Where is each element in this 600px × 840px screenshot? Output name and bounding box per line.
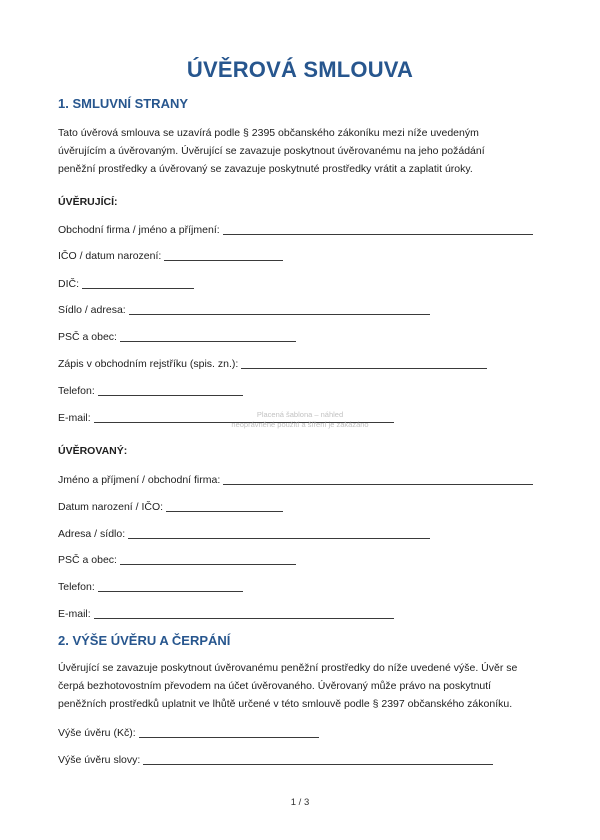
loan-amount-field bbox=[58, 726, 319, 740]
paragraph-line: úvěrujícím a úvěrovaným. Úvěrující se zavazuje poskytnout úvěrovanému na jeho požádání bbox=[58, 145, 485, 157]
paragraph-line: Tato úvěrová smlouva se uzavírá podle § 2395 občanského zákoníku mezi níže uvedeným bbox=[58, 127, 479, 139]
lender-heading: ÚVĚRUJÍCÍ: bbox=[58, 196, 118, 208]
fill-in-line bbox=[120, 341, 296, 342]
field-label: E-mail: bbox=[58, 608, 91, 620]
fill-in-line bbox=[128, 538, 430, 539]
lender-field-business-name bbox=[58, 223, 533, 237]
paragraph-line: peněžní prostředky a úvěrovaný se zavazuje poskytnuté prostředky vrátit a zaplatit úroky. bbox=[58, 163, 473, 175]
borrower-field-address bbox=[58, 527, 430, 541]
field-label: Adresa / sídlo: bbox=[58, 528, 126, 540]
page-number: 1 / 3 bbox=[290, 797, 310, 808]
field-label: Jméno a příjmení / obchodní firma: bbox=[58, 474, 221, 486]
lender-field-registry bbox=[58, 357, 487, 371]
section-1-heading: 1. SMLUVNÍ STRANY bbox=[58, 96, 189, 111]
borrower-field-name bbox=[58, 473, 533, 487]
fill-in-line bbox=[241, 368, 487, 369]
watermark-line: neoprávněné použití a šíření je zakázáno bbox=[231, 420, 369, 429]
field-label: Sídlo / adresa: bbox=[58, 304, 126, 316]
lender-field-postcode bbox=[58, 330, 296, 344]
borrower-heading: ÚVĚROVANÝ: bbox=[58, 445, 128, 457]
borrower-field-postcode bbox=[58, 553, 296, 567]
fill-in-line bbox=[94, 618, 394, 619]
field-label: Výše úvěru (Kč): bbox=[58, 727, 136, 739]
lender-field-ico bbox=[58, 249, 283, 263]
document-title: ÚVĚROVÁ SMLOUVA bbox=[186, 57, 414, 82]
fill-in-line bbox=[98, 395, 243, 396]
paragraph-line: čerpá bezhotovostním převodem na účet úvěrovaného. Úvěrovaný může právo na poskytnutí bbox=[58, 680, 492, 692]
fill-in-line bbox=[223, 234, 533, 235]
fill-in-line bbox=[164, 260, 283, 261]
borrower-field-email bbox=[58, 607, 394, 621]
fill-in-line bbox=[139, 737, 319, 738]
lender-field-dic bbox=[58, 277, 194, 291]
field-label: Obchodní firma / jméno a příjmení: bbox=[58, 224, 220, 236]
field-label: IČO / datum narození: bbox=[58, 250, 162, 262]
field-label: Datum narození / IČO: bbox=[58, 501, 164, 513]
field-label: PSČ a obec: bbox=[58, 554, 117, 566]
fill-in-line bbox=[98, 591, 243, 592]
fill-in-line bbox=[166, 511, 283, 512]
borrower-field-birthdate bbox=[58, 500, 283, 514]
field-label: Zápis v obchodním rejstříku (spis. zn.): bbox=[58, 358, 239, 370]
fill-in-line bbox=[120, 564, 296, 565]
loan-amount-words-field bbox=[58, 753, 493, 767]
lender-field-address bbox=[58, 303, 430, 317]
field-label: Telefon: bbox=[58, 581, 95, 593]
fill-in-line bbox=[129, 314, 430, 315]
paragraph-line: Úvěrující se zavazuje poskytnout úvěrovanému peněžní prostředky do níže uvedené výše. Úvěr se bbox=[58, 662, 518, 674]
field-label: Telefon: bbox=[58, 385, 95, 397]
watermark-line: Placená šablona – náhled bbox=[256, 410, 344, 419]
lender-field-phone bbox=[58, 384, 243, 398]
fill-in-line bbox=[143, 764, 493, 765]
field-label: DIČ: bbox=[58, 278, 79, 290]
paragraph-line: peněžních prostředků uplatnit ve lhůtě určené v této smlouvě podle § 2397 občanského zákoníku. bbox=[58, 698, 513, 710]
field-label: PSČ a obec: bbox=[58, 331, 117, 343]
field-label: Výše úvěru slovy: bbox=[58, 754, 141, 766]
section-2-heading: 2. VÝŠE ÚVĚRU A ČERPÁNÍ bbox=[58, 633, 231, 648]
field-label: E-mail: bbox=[58, 412, 91, 424]
borrower-field-phone bbox=[58, 580, 243, 594]
fill-in-line bbox=[82, 288, 194, 289]
fill-in-line bbox=[223, 484, 533, 485]
